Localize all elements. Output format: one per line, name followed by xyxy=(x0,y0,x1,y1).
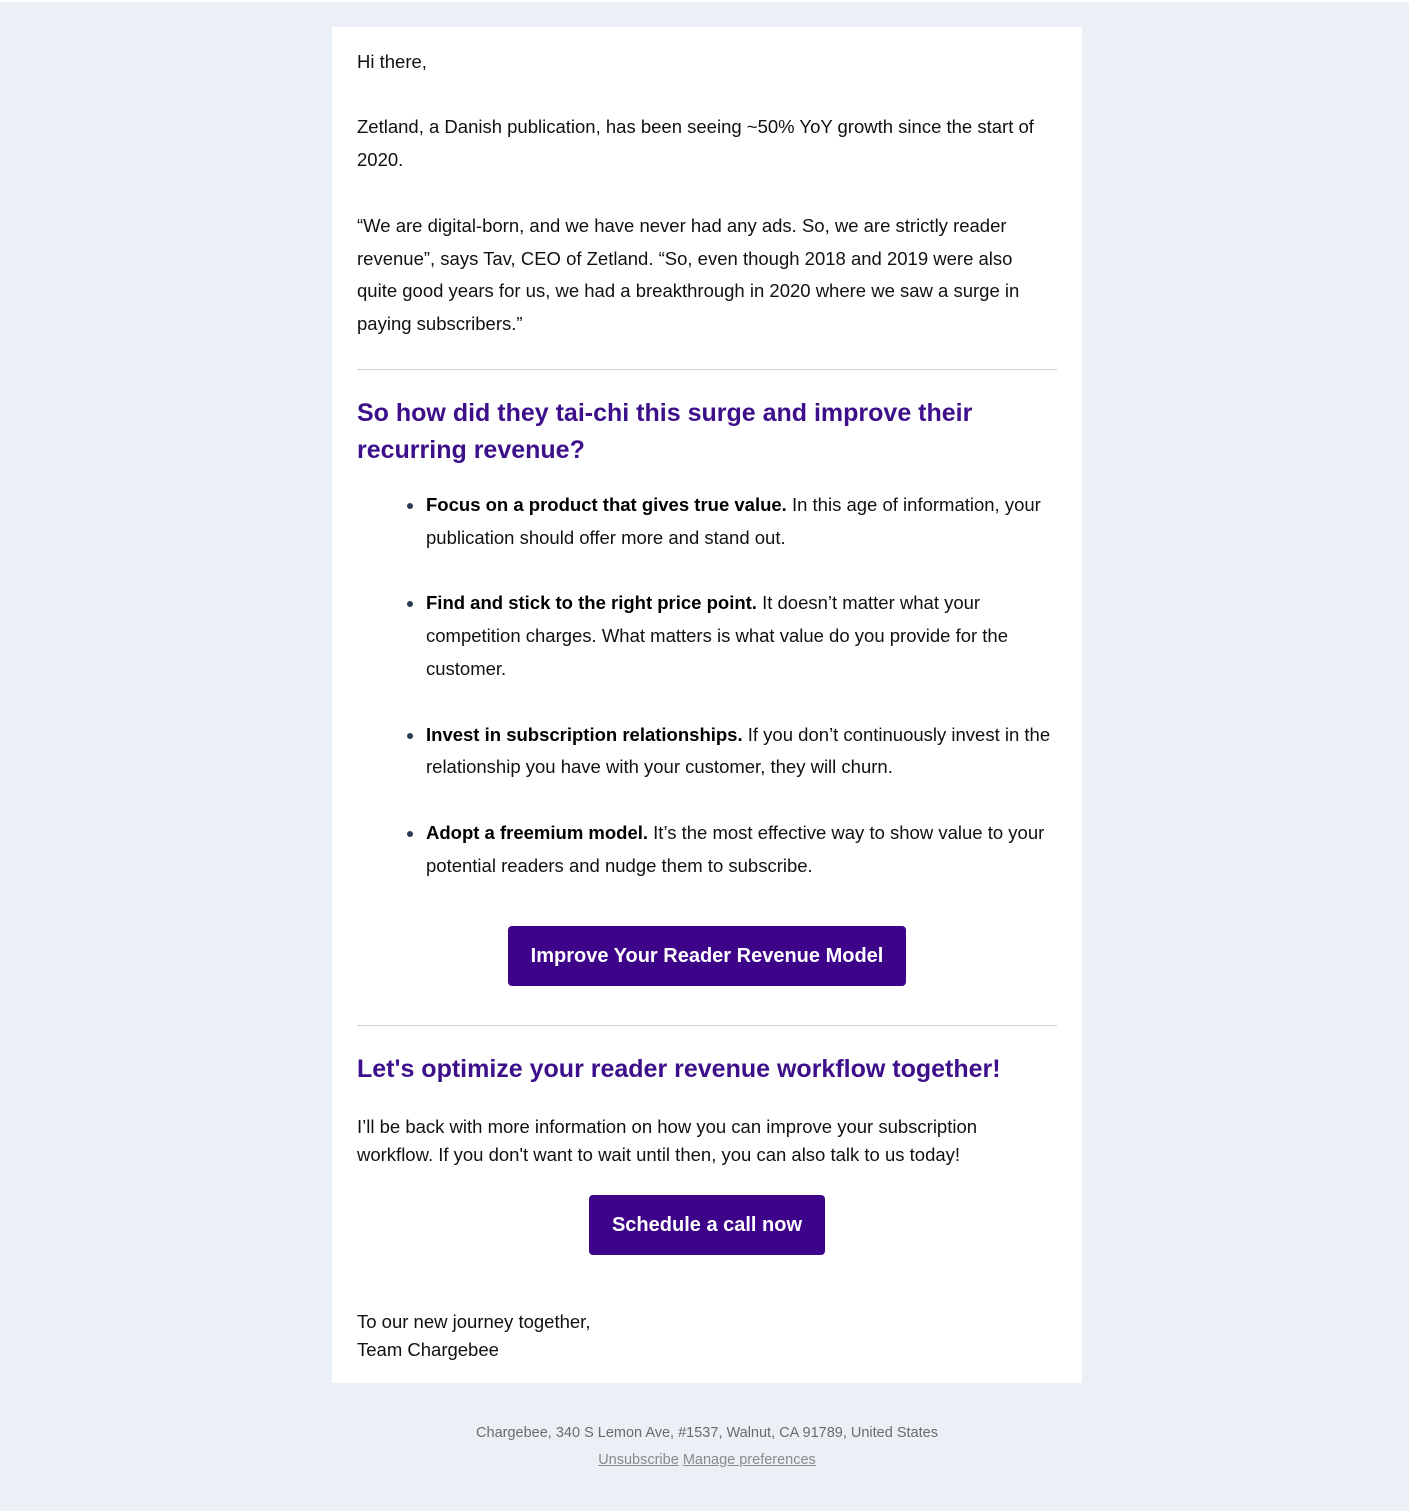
divider xyxy=(357,369,1057,370)
improve-revenue-model-button[interactable]: Improve Your Reader Revenue Model xyxy=(508,926,906,986)
section-heading-surge: So how did they tai-chi this surge and improve their recurring revenue? xyxy=(357,399,973,464)
signoff-line: To our new journey together, xyxy=(357,1311,591,1332)
list-item-title: Adopt a freemium model. xyxy=(426,821,649,843)
list-item xyxy=(357,719,1057,784)
footer-address: Chargebee, 340 S Lemon Ave, #1537, Walnut, CA 91789, United States xyxy=(476,1425,938,1441)
unsubscribe-link[interactable]: Unsubscribe xyxy=(598,1452,679,1468)
email-body xyxy=(332,27,1082,1383)
list-item-text: In this age of information, your publication should offer more and stand out. xyxy=(426,494,1041,548)
greeting: Hi there, xyxy=(357,51,427,72)
list-item-text: If you don’t continuously invest in the relationship you have with your customer, they will churn. xyxy=(426,723,1051,778)
manage-preferences-link[interactable]: Manage preferences xyxy=(682,1452,816,1468)
quote-paragraph: “We are digital-born, and we have never had any ads. So, we are strictly reader revenue”, says Tav, CEO of Zetland. “So, even though 2018 and 2019 were also quite good years for us, we had a breakthrough in 2020 where we saw a surge in paying subscribers.” xyxy=(357,215,1020,335)
tips-list xyxy=(357,489,1057,915)
list-item-title: Focus on a product that gives true value. xyxy=(426,494,787,515)
list-item-title: Find and stick to the right price point. xyxy=(426,592,757,614)
section-heading-optimize: Let's optimize your reader revenue workflow together! xyxy=(357,1055,1001,1083)
list-item xyxy=(357,489,1057,554)
bullet-icon xyxy=(407,733,413,739)
list-item-text: It’s the most effective way to show value to your potential readers and nudge them to subscribe. xyxy=(426,821,1045,876)
list-item xyxy=(357,587,1057,685)
bullet-icon xyxy=(407,601,413,607)
list-item xyxy=(357,817,1057,882)
followup-paragraph: I’ll be back with more information on how you can improve your subscription workflow. If you don't want to wait until then, you can also talk to us today! xyxy=(357,1116,978,1165)
footer-links xyxy=(332,1447,1082,1474)
list-item-text: It doesn’t matter what your competition charges. What matters is what value do you provide for the customer. xyxy=(426,592,1009,679)
divider xyxy=(357,1025,1057,1026)
list-item-title: Invest in subscription relationships. xyxy=(426,723,743,745)
intro-paragraph: Zetland, a Danish publication, has been seeing ~50% YoY growth since the start of 2020. xyxy=(357,116,1034,170)
signature: Team Chargebee xyxy=(357,1339,499,1360)
footer xyxy=(332,1420,1082,1474)
bullet-icon xyxy=(407,503,413,509)
top-strip xyxy=(0,0,1409,2)
signoff xyxy=(357,1308,1057,1364)
bullet-icon xyxy=(407,831,413,837)
schedule-call-button[interactable]: Schedule a call now xyxy=(589,1195,825,1255)
